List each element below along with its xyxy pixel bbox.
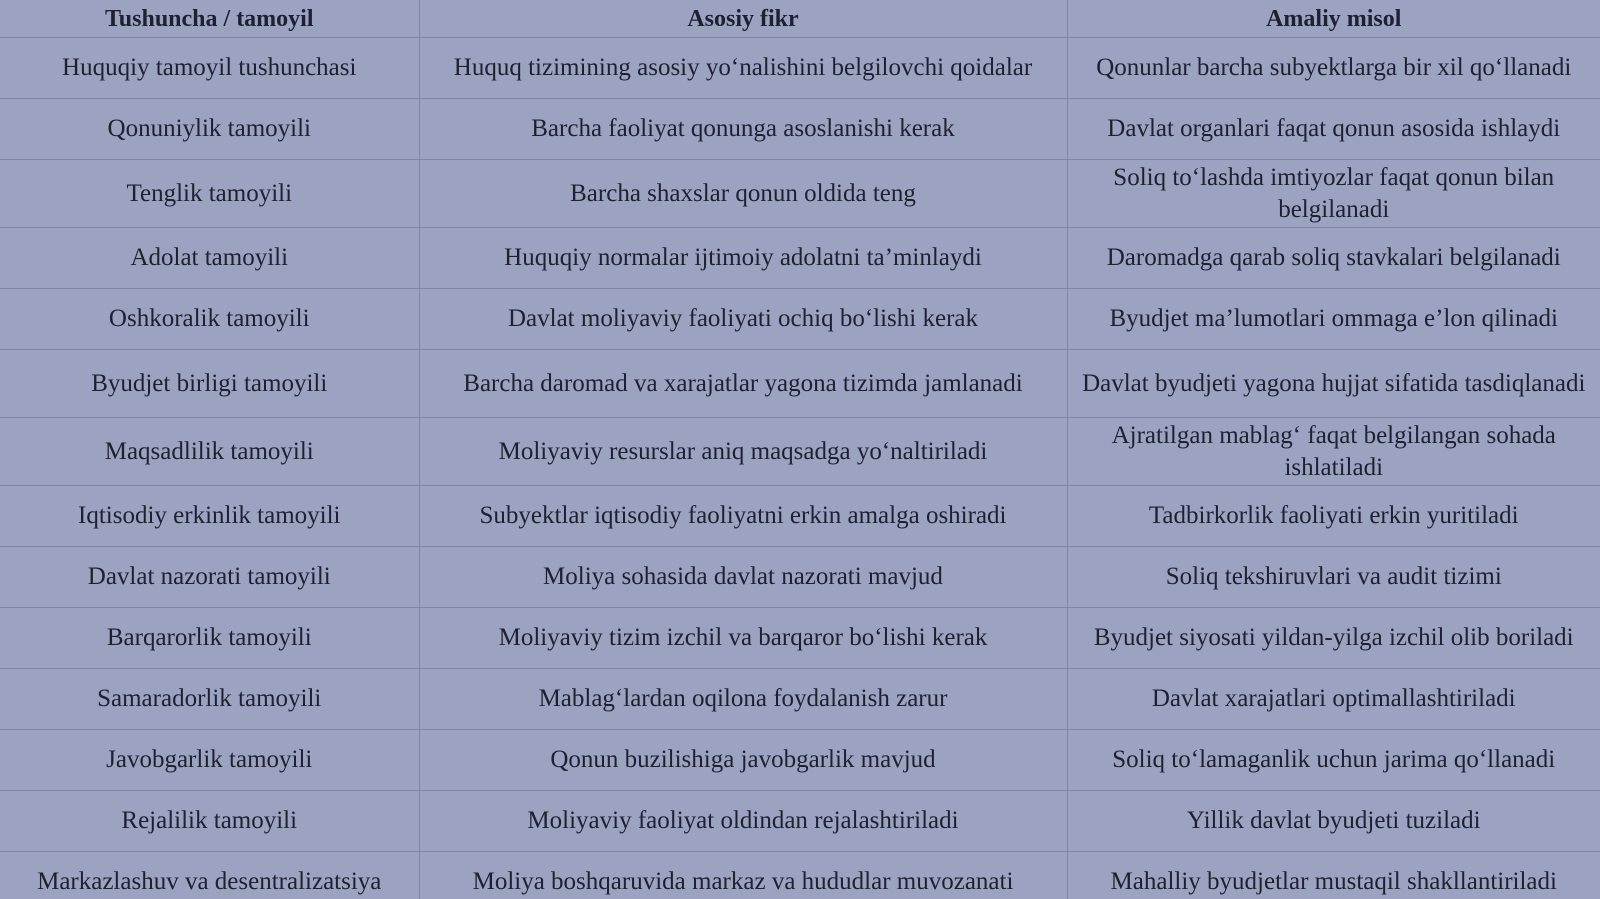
table-row: [0, 669, 1600, 730]
cell-example: Soliq to‘lamaganlik uchun jarima qo‘llanadi: [1067, 730, 1600, 791]
table-row: [0, 730, 1600, 791]
column-header-example: Amaliy misol: [1067, 0, 1600, 38]
cell-main-idea: Huquqiy normalar ijtimoiy adolatni ta’minlaydi: [419, 228, 1067, 289]
cell-concept: Huquqiy tamoyil tushunchasi: [0, 38, 419, 99]
table-header: [0, 0, 1600, 38]
cell-example: Qonunlar barcha subyektlarga bir xil qo‘llanadi: [1067, 38, 1600, 99]
table-row: [0, 228, 1600, 289]
cell-example: Ajratilgan mablag‘ faqat belgilangan sohada ishlatiladi: [1067, 418, 1600, 486]
table-row: [0, 486, 1600, 547]
cell-concept: Qonuniylik tamoyili: [0, 99, 419, 160]
cell-main-idea: Barcha faoliyat qonunga asoslanishi kerak: [419, 99, 1067, 160]
cell-main-idea: Moliyaviy faoliyat oldindan rejalashtiriladi: [419, 791, 1067, 852]
table-row: [0, 852, 1600, 899]
cell-example: Davlat xarajatlari optimallashtiriladi: [1067, 669, 1600, 730]
table-row: [0, 38, 1600, 99]
cell-concept: Maqsadlilik tamoyili: [0, 418, 419, 486]
cell-main-idea: Moliyaviy tizim izchil va barqaror bo‘lishi kerak: [419, 608, 1067, 669]
cell-example: Davlat byudjeti yagona hujjat sifatida tasdiqlanadi: [1067, 350, 1600, 418]
cell-concept: Markazlashuv va desentralizatsiya: [0, 852, 419, 899]
cell-main-idea: Moliya sohasida davlat nazorati mavjud: [419, 547, 1067, 608]
cell-example: Soliq tekshiruvlari va audit tizimi: [1067, 547, 1600, 608]
cell-example: Yillik davlat byudjeti tuziladi: [1067, 791, 1600, 852]
cell-concept: Byudjet birligi tamoyili: [0, 350, 419, 418]
table-row: [0, 289, 1600, 350]
cell-concept: Tenglik tamoyili: [0, 160, 419, 228]
table-row: [0, 791, 1600, 852]
cell-concept: Rejalilik tamoyili: [0, 791, 419, 852]
cell-example: Byudjet siyosati yildan-yilga izchil olib boriladi: [1067, 608, 1600, 669]
cell-main-idea: Subyektlar iqtisodiy faoliyatni erkin amalga oshiradi: [419, 486, 1067, 547]
header-row: [0, 0, 1600, 38]
cell-main-idea: Barcha daromad va xarajatlar yagona tizimda jamlanadi: [419, 350, 1067, 418]
table-row: [0, 418, 1600, 486]
cell-concept: Barqarorlik tamoyili: [0, 608, 419, 669]
cell-main-idea: Davlat moliyaviy faoliyati ochiq bo‘lishi kerak: [419, 289, 1067, 350]
cell-main-idea: Moliya boshqaruvida markaz va hududlar muvozanati: [419, 852, 1067, 899]
cell-example: Daromadga qarab soliq stavkalari belgilanadi: [1067, 228, 1600, 289]
column-header-concept: Tushuncha / tamoyil: [0, 0, 419, 38]
column-header-main-idea: Asosiy fikr: [419, 0, 1067, 38]
cell-main-idea: Barcha shaxslar qonun oldida teng: [419, 160, 1067, 228]
cell-example: Davlat organlari faqat qonun asosida ishlaydi: [1067, 99, 1600, 160]
table-row: [0, 99, 1600, 160]
cell-main-idea: Huquq tizimining asosiy yo‘nalishini belgilovchi qoidalar: [419, 38, 1067, 99]
cell-main-idea: Moliyaviy resurslar aniq maqsadga yo‘naltiriladi: [419, 418, 1067, 486]
table-row: [0, 547, 1600, 608]
cell-concept: Oshkoralik tamoyili: [0, 289, 419, 350]
cell-main-idea: Qonun buzilishiga javobgarlik mavjud: [419, 730, 1067, 791]
cell-concept: Iqtisodiy erkinlik tamoyili: [0, 486, 419, 547]
cell-concept: Adolat tamoyili: [0, 228, 419, 289]
cell-concept: Davlat nazorati tamoyili: [0, 547, 419, 608]
cell-concept: Javobgarlik tamoyili: [0, 730, 419, 791]
table-row: [0, 160, 1600, 228]
table-row: [0, 608, 1600, 669]
cell-main-idea: Mablag‘lardan oqilona foydalanish zarur: [419, 669, 1067, 730]
cell-example: Soliq to‘lashda imtiyozlar faqat qonun bilan belgilanadi: [1067, 160, 1600, 228]
cell-example: Mahalliy byudjetlar mustaqil shakllantiriladi: [1067, 852, 1600, 899]
cell-concept: Samaradorlik tamoyili: [0, 669, 419, 730]
table-row: [0, 350, 1600, 418]
cell-example: Byudjet ma’lumotlari ommaga e’lon qilinadi: [1067, 289, 1600, 350]
cell-example: Tadbirkorlik faoliyati erkin yuritiladi: [1067, 486, 1600, 547]
table-body: [0, 38, 1600, 899]
